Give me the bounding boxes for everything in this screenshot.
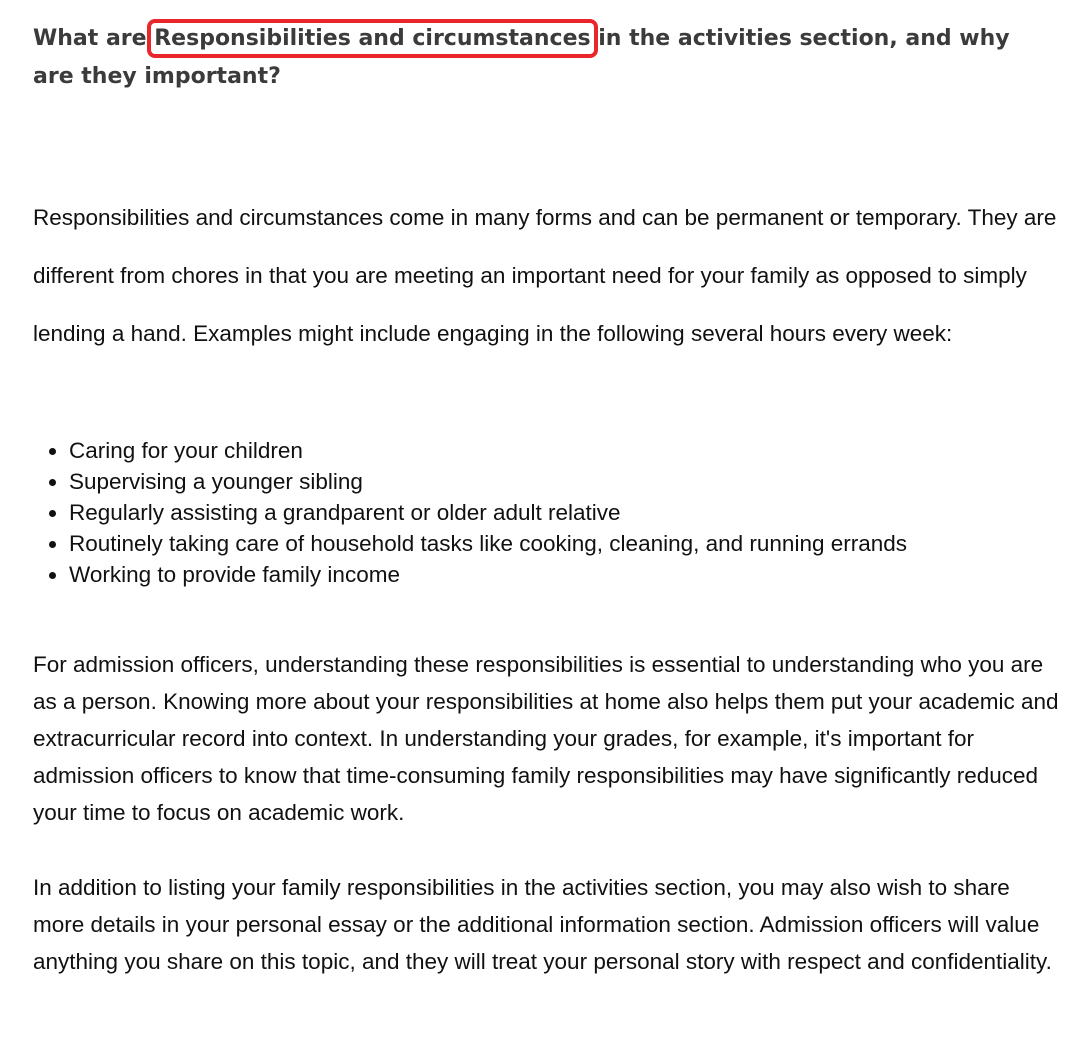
highlighted-term: Responsibilities and circumstances [154,26,591,51]
question-suffix: in the activities section, and why are they important? [33,26,1010,89]
list-item: • Routinely taking care of household tasks like cooking, cleaning, and running errands [69,528,907,559]
list-item: • Working to provide family income [69,559,907,590]
list-item: • Supervising a younger sibling [69,466,907,497]
admission-officers-paragraph: For admission officers, understanding these responsibilities is essential to understanding who you are as a person. Knowing more about your responsibilities at home also helps them put your academic and extracurricular record into context. In understanding your grades, for example, it's important for admission officers to know that time-consuming family responsibilities may have significantly reduced your time to focus on academic work. [33,652,1059,825]
examples-list [33,435,907,590]
list-item: • Caring for your children [69,435,907,466]
list-item: • Regularly assisting a grandparent or older adult relative [69,497,907,528]
question-prefix: What are [33,26,155,51]
intro-paragraph: Responsibilities and circumstances come in many forms and can be permanent or temporary. They are different from chores in that you are meeting an important need for your family as opposed to simply lending a hand. Examples might include engaging in the following several hours every week: [33,205,1057,346]
additional-sharing-paragraph: In addition to listing your family responsibilities in the activities section, you may also wish to share more details in your personal essay or the additional information section. Admission officers will value anything you share on this topic, and they will treat your personal story with respect and confidentiality. [33,875,1052,974]
question-heading [33,20,1053,96]
